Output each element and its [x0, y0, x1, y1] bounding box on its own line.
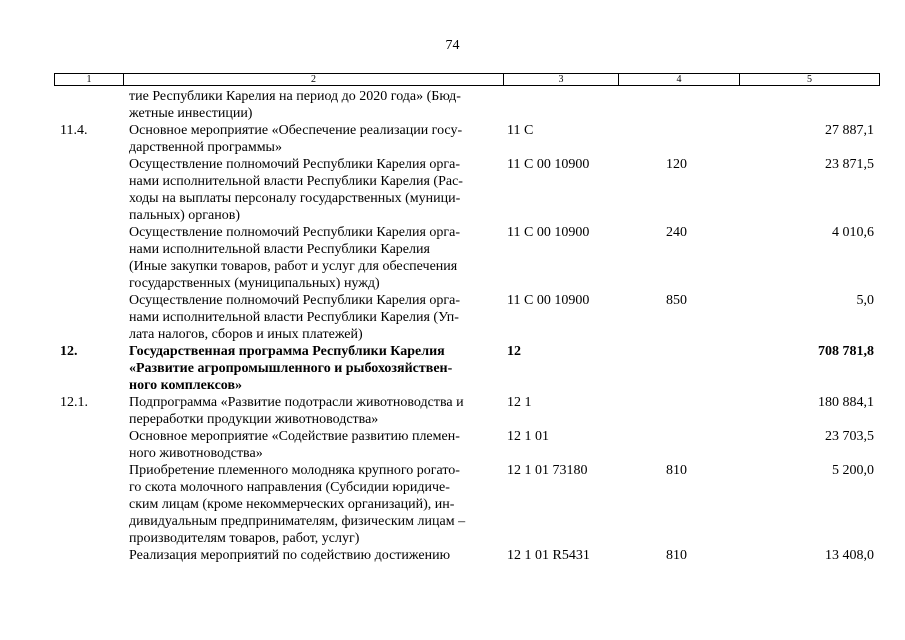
row-expense-type	[636, 343, 739, 394]
column-header: 2	[124, 74, 504, 85]
row-name: Осуществление полномочий Республики Карелия орга- нами исполнительной власти Республики Карелия (Рас- ходы на выплаты персоналу государственных (муници- пальных) органов)	[129, 157, 463, 223]
table-row	[54, 547, 880, 564]
row-name: тие Республики Карелия на период до 2020 года» (Бюд- жетные инвестиции)	[129, 89, 461, 121]
table-row	[54, 224, 880, 292]
row-expense-type	[636, 428, 739, 462]
row-amount	[739, 88, 880, 122]
table-row	[54, 343, 880, 394]
column-header: 1	[55, 74, 124, 85]
row-number: 12.	[60, 344, 78, 359]
row-number	[54, 224, 125, 292]
row-amount: 5,0	[856, 293, 874, 308]
row-code: 12 1 01 R5431	[507, 548, 590, 563]
table-body	[54, 88, 880, 564]
row-code: 12	[507, 344, 521, 359]
row-amount: 708 781,8	[818, 344, 874, 359]
row-amount: 13 408,0	[825, 548, 874, 563]
table-row	[54, 122, 880, 156]
table-row	[54, 428, 880, 462]
page-number: 74	[445, 38, 460, 53]
row-amount: 23 871,5	[825, 157, 874, 172]
row-expense-type: 120	[666, 157, 687, 172]
table-row	[54, 292, 880, 343]
row-number	[54, 428, 125, 462]
row-name: Осуществление полномочий Республики Карелия орга- нами исполнительной власти Республики Карелия (Иные закупки товаров, работ и услуг для обеспечения государственных (муниципальных) нужд)	[129, 225, 461, 291]
row-amount: 180 884,1	[818, 395, 874, 410]
row-expense-type	[636, 88, 739, 122]
row-expense-type	[636, 122, 739, 156]
row-name: Основное мероприятие «Обеспечение реализации госу- дарственной программы»	[129, 123, 463, 155]
row-expense-type: 810	[666, 463, 687, 478]
row-code: 11 С	[507, 123, 534, 138]
row-expense-type: 240	[666, 225, 687, 240]
row-name: Осуществление полномочий Республики Карелия орга- нами исполнительной власти Республики Карелия (Уп- лата налогов, сборов и иных платежей)	[129, 293, 461, 342]
row-number	[54, 462, 125, 547]
row-name: Государственная программа Республики Карелия «Развитие агропромышленного и рыбохозяйствен- ного комплексов»	[129, 344, 453, 393]
row-code: 12 1 01	[507, 429, 549, 444]
row-code: 11 С 00 10900	[507, 293, 590, 308]
column-header: 4	[619, 74, 740, 85]
row-amount: 5 200,0	[832, 463, 874, 478]
row-expense-type	[636, 394, 739, 428]
row-name: Приобретение племенного молодняка крупного рогато- го скота молочного направления (Субсидии юридиче- ским лицам (кроме некоммерческих организаций), ин- дивидуальным предпринимателям, физическим лицам – производителям товаров, работ, услуг)	[129, 463, 466, 546]
row-name: Реализация мероприятий по содействию достижению	[129, 548, 451, 563]
row-expense-type: 810	[666, 548, 687, 563]
table-row	[54, 394, 880, 428]
row-code: 11 С 00 10900	[507, 225, 590, 240]
row-amount: 23 703,5	[825, 429, 874, 444]
row-code: 12 1	[507, 395, 532, 410]
row-number	[54, 547, 125, 564]
table-row	[54, 156, 880, 224]
row-code	[503, 88, 636, 122]
row-number	[54, 292, 125, 343]
row-name: Подпрограмма «Развитие подотрасли животноводства и переработки продукции животноводства»	[129, 395, 464, 427]
row-number: 12.1.	[60, 395, 88, 410]
row-code: 11 С 00 10900	[507, 157, 590, 172]
row-number	[54, 156, 125, 224]
table-row	[54, 462, 880, 547]
table-header	[54, 73, 880, 86]
row-name: Основное мероприятие «Содействие развитию племен- ного животноводства»	[129, 429, 460, 461]
row-number	[54, 88, 125, 122]
column-header: 3	[504, 74, 619, 85]
table-row	[54, 88, 880, 122]
row-expense-type: 850	[666, 293, 687, 308]
column-header: 5	[807, 74, 812, 85]
row-amount: 27 887,1	[825, 123, 874, 138]
row-amount: 4 010,6	[832, 225, 874, 240]
row-code: 12 1 01 73180	[507, 463, 588, 478]
row-number: 11.4.	[60, 123, 88, 138]
